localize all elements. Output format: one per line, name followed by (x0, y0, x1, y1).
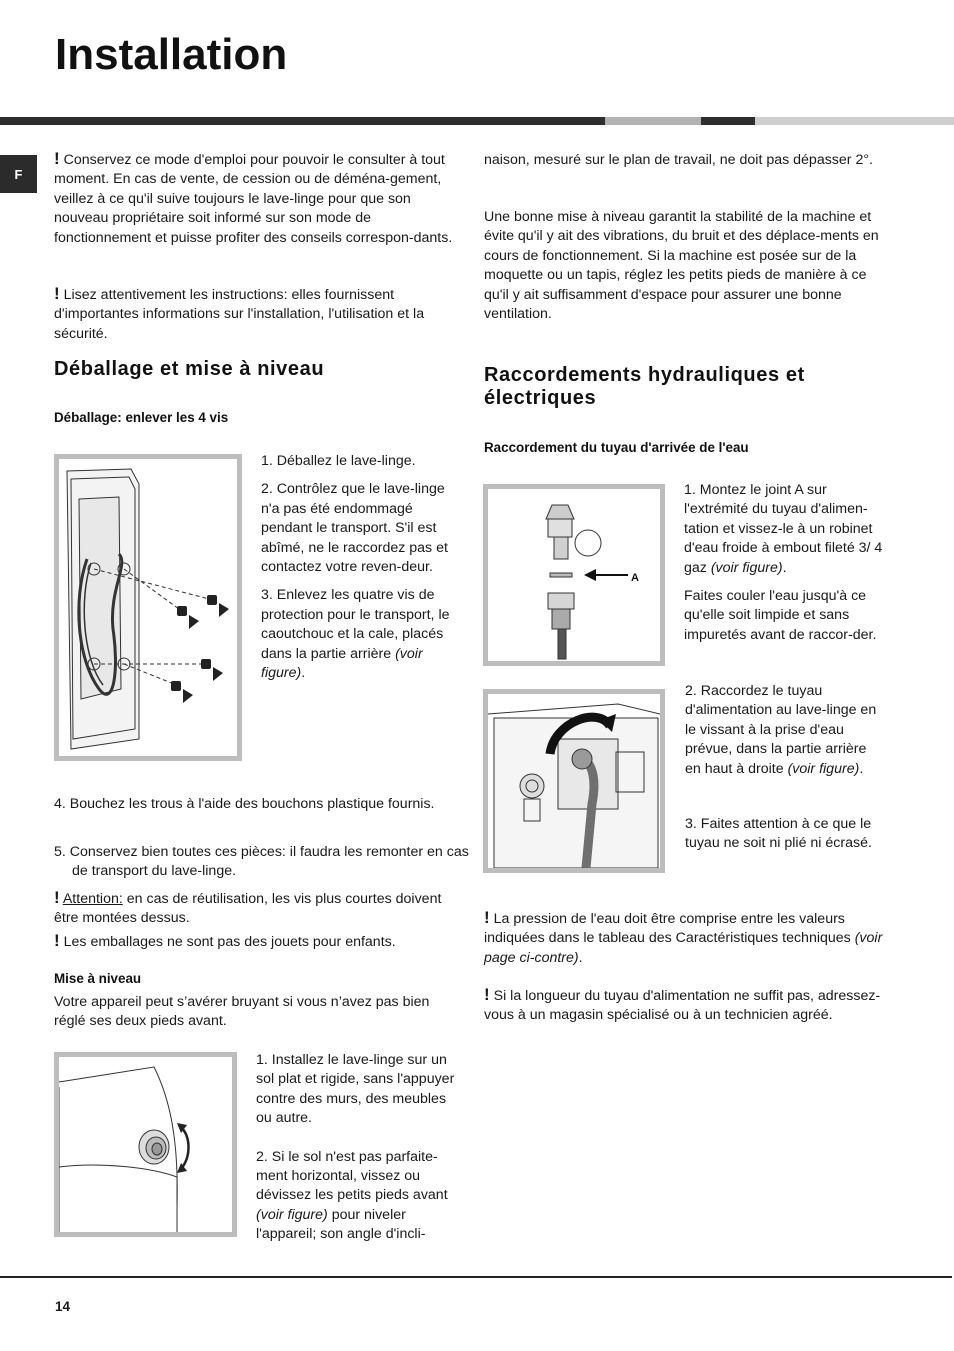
pression-note: ! La pression de l'eau doit être comprise entre les valeurs indiquées dans le tableau des Caractéristiques techniques (voir page ci-contre). (484, 908, 883, 966)
subheading-mise-a-niveau: Mise à niveau (54, 971, 142, 986)
step-3: 3. Enlevez les quatre vis de protection pour le transport, le caoutchouc et la cale, placés dans la partie arrière (voir figure). (261, 587, 450, 682)
warning-icon: ! (54, 284, 60, 303)
header-rule-light-2 (755, 117, 954, 125)
tap-fitting-illustration (488, 489, 660, 661)
label-a: A (631, 572, 639, 584)
deballage-steps (261, 452, 456, 683)
niveau-intro: Votre appareil peut s’avérer bruyant si vous n’avez pas bien réglé ses deux pieds avant. (54, 994, 430, 1030)
footer-rule (0, 1276, 952, 1278)
header-rule-dark (0, 117, 605, 125)
step-5: 5. Conservez bien toutes ces pièces: il faudra les remonter en cas de transport du lave-linge. (54, 844, 469, 880)
section-heading-deballage: Déballage et mise à niveau (54, 358, 325, 380)
raccord-step-3: 3. Faites attention à ce que le tuyau ne soit ni plié ni écrasé. (685, 816, 872, 852)
step-2: 2. Contrôlez que le lave-linge n'a pas été endommagé pendant le transport. S'il est abîmé, ne le raccordez pas et contactez votre reven-deur. (261, 481, 448, 576)
figure-levelling-foot (54, 1052, 237, 1237)
washer-rear-illustration (59, 459, 237, 756)
warning-icon: ! (484, 985, 490, 1004)
stabilite-paragraph: Une bonne mise à niveau garantit la stabilité de la machine et évite qu'il y ait des vibrations, du bruit et des déplace-ments en cours de fonctionnement. Si la machine est posée sur de la moquette ou un tapis, réglez les petits pieds de manière à ce qu'il y ait suffisamment d'espace pour assurer une bonne ventilation. (484, 209, 879, 323)
figure-hose-connection (483, 689, 665, 873)
header-rule-light (605, 117, 701, 125)
page-number: 14 (55, 1299, 71, 1314)
niveau-steps (256, 1051, 456, 1245)
raccord-step-1b: Faites couler l'eau jusqu'à ce qu'elle soit limpide et sans impuretés avant de raccor-der. (684, 588, 877, 643)
subheading-deballage: Déballage: enlever les 4 vis (54, 410, 229, 425)
niveau-step-2: 2. Si le sol n'est pas parfaite-ment horizontal, vissez ou dévissez les petits pieds avant (voir figure) pour niveler l'appareil; son angle d'incli- (256, 1148, 448, 1243)
header-rule-dark-2 (701, 117, 755, 125)
language-tab: F (0, 155, 37, 193)
niveau-continued: naison, mesuré sur le plan de travail, ne doit pas dépasser 2°. (484, 152, 873, 168)
raccord-step-2: 2. Raccordez le tuyau d'alimentation au lave-linge en le vissant à la prise d'eau prévue, dans la partie arrière en haut à droite (voir figure). (685, 683, 877, 777)
warning-icon: ! (54, 931, 60, 950)
figure-rear-screws (54, 454, 242, 761)
section-heading-raccordements: Raccordements hydrauliques et électriques (484, 364, 805, 409)
levelling-foot-illustration (59, 1057, 232, 1232)
intro-paragraph-2: ! Lisez attentivement les instructions: elles fournissent d'importantes informations sur l'installation, l'utilisation et la sécurité. (54, 284, 425, 342)
warning-icon: ! (484, 908, 490, 927)
warning-icon: ! (54, 149, 60, 168)
intro-paragraph-1: ! Conservez ce mode d'emploi pour pouvoir le consulter à tout moment. En cas de vente, de cession ou de déména-gement, veillez à ce qu'il suive toujours le lave-linge pour que son nouveau propriétaire soit informé sur son mode de fonctionnement et puisse profiter des conseils correspon-dants. (54, 149, 453, 246)
niveau-step-1: 1. Installez le lave-linge sur un sol plat et rigide, sans l'appuyer contre des murs, des meubles ou autre. (256, 1052, 455, 1127)
step-4: 4. Bouchez les trous à l'aide des bouchons plastique fournis. (54, 796, 435, 812)
hose-connection-illustration (488, 694, 660, 868)
emballages-note: ! Les emballages ne sont pas des jouets pour enfants. (54, 931, 396, 950)
attention-note: ! Attention: en cas de réutilisation, les vis plus courtes doivent être montées dessus. (54, 888, 442, 927)
page-title: Installation (55, 30, 288, 79)
raccord-step-1: 1. Montez le joint A sur l'extrémité du tuyau d'alimen-tation et vissez-le à un robinet d'eau froide à embout fileté 3/ 4 gaz (voir figure). Faites couler l'eau jusqu'à ce qu'elle soit limpide et sans impuretés avant de raccor-der. (684, 481, 889, 645)
step-1: 1. Déballez le lave-linge. (261, 453, 416, 469)
longueur-note: ! Si la longueur du tuyau d'alimentation ne suffit pas, adressez-vous à un magasin spécialisé ou à un technicien agréé. (484, 985, 881, 1024)
warning-icon: ! (54, 888, 60, 907)
subheading-tuyau: Raccordement du tuyau d'arrivée de l'eau (484, 440, 749, 455)
figure-joint-a (483, 484, 665, 666)
